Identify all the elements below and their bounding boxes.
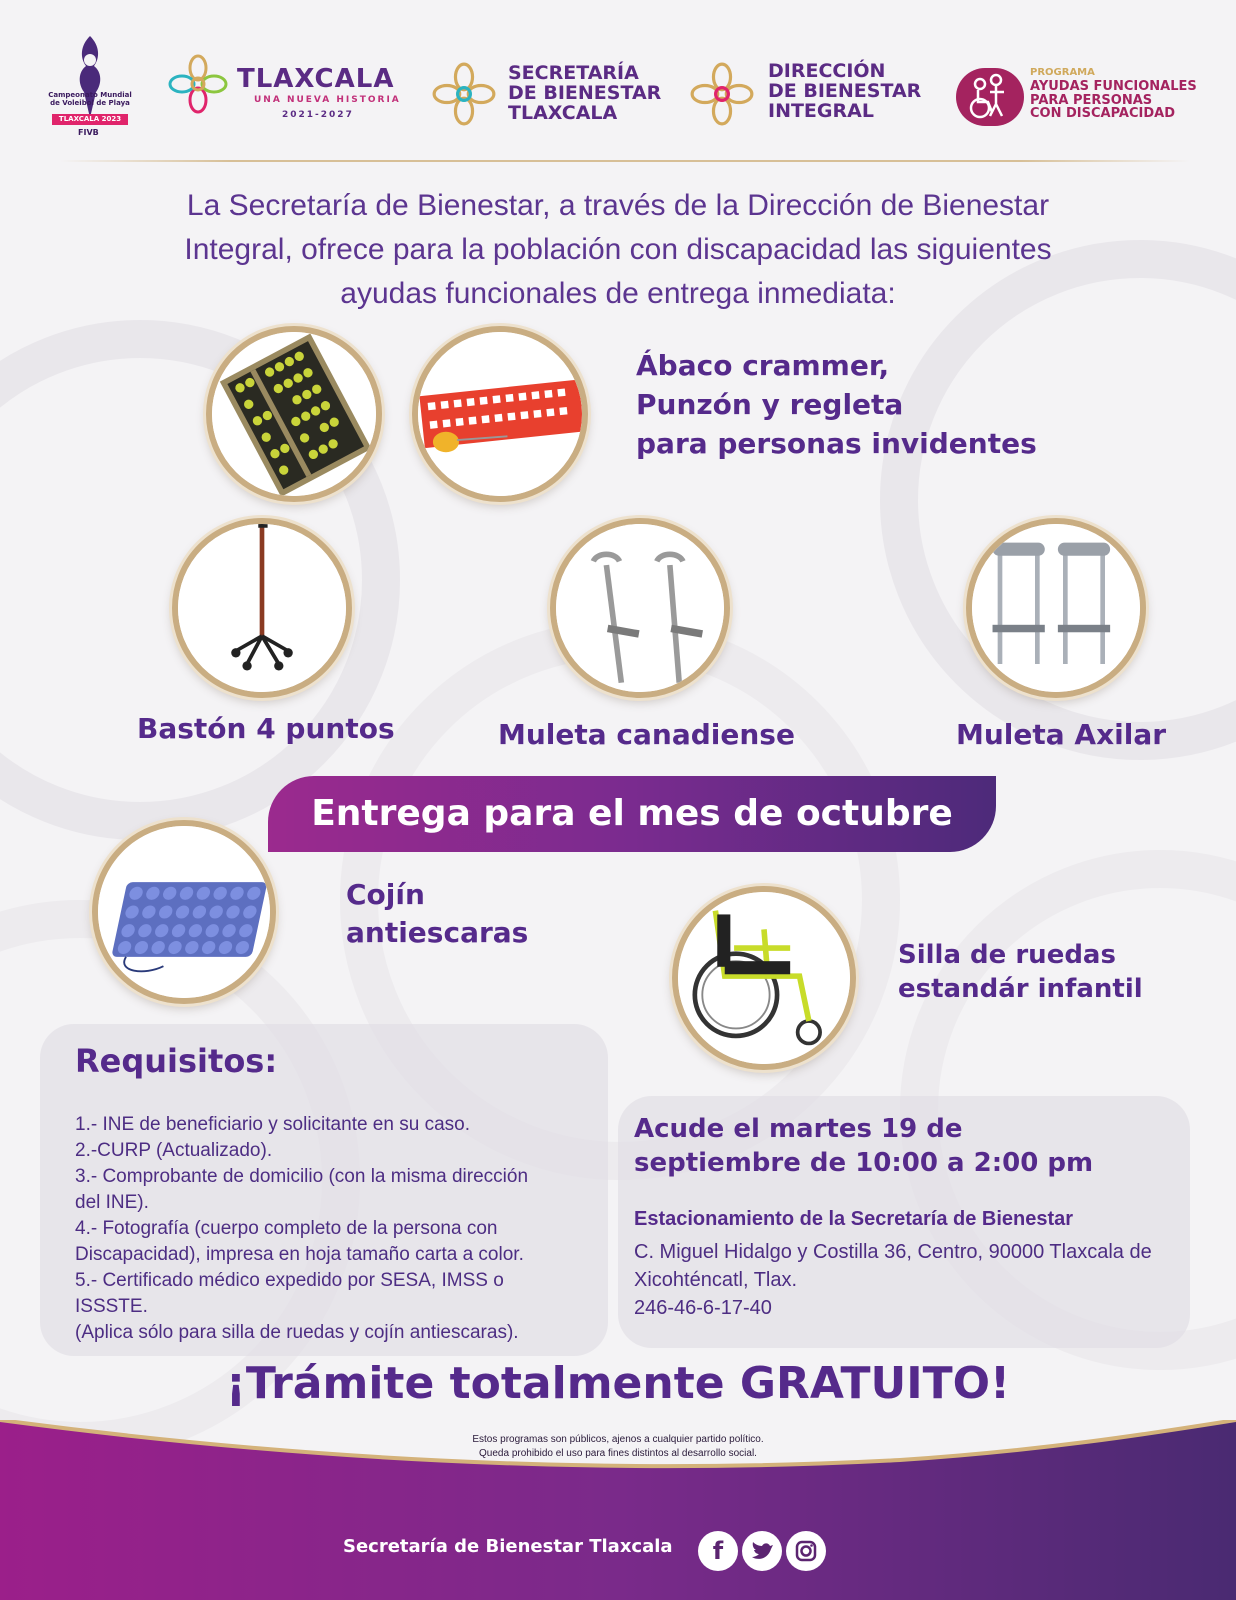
requirement-line: Discapacidad), impresa en hoja tamaño carta a color.: [75, 1244, 524, 1265]
direccion-flower-icon: [690, 62, 754, 126]
requirement-line: del INE).: [75, 1192, 149, 1213]
october-banner-text: Entrega para el mes de octubre: [311, 793, 953, 834]
facebook-icon[interactable]: f: [698, 1531, 738, 1571]
axillary-crutch-image: [966, 518, 1146, 698]
requirement-line: ISSSTE.: [75, 1296, 148, 1317]
air-cushion-illustration: [98, 826, 270, 998]
intro-text: La Secretaría de Bienestar, a través de la Dirección de Bienestar Integral, ofrece para la población con discapacidad las siguientes ayudas funcionales de entrega inmediata:: [184, 189, 1052, 310]
tlaxcala-years: 2021-2027: [282, 110, 354, 120]
requirement-line: (Aplica sólo para silla de ruedas y cojín antiescaras).: [75, 1322, 519, 1343]
instagram-icon[interactable]: [786, 1531, 826, 1571]
secretaria-flower-icon: [432, 62, 496, 126]
abacus-illustration: [212, 332, 376, 496]
cane-image: [172, 518, 352, 698]
appointment-place: Estacionamiento de la Secretaría de Bienestar: [634, 1208, 1074, 1230]
underarm-crutch-illustration: [972, 524, 1140, 692]
requirement-line: 1.- INE de beneficiario y solicitante en su caso.: [75, 1114, 470, 1135]
slate-stylus-image: [412, 326, 588, 502]
slate-stylus-illustration: [418, 332, 582, 496]
tlaxcala-title: TLAXCALA: [237, 64, 395, 94]
disclaimer-line: Queda prohibido el uso para fines distintos al desarrollo social.: [479, 1448, 757, 1459]
tlaxcala-subtitle: UNA NUEVA HISTORIA: [254, 95, 401, 105]
header-divider: [60, 160, 1190, 162]
appointment-address: Xicohténcatl, Tlax.: [634, 1269, 798, 1291]
appointment-phone: 246-46-6-17-40: [634, 1297, 772, 1319]
fivb-text: FIVB: [78, 128, 99, 137]
volleyball-logo-badge: TLAXCALA 2023: [52, 114, 128, 125]
child-wheelchair-illustration: [678, 892, 850, 1064]
forearm-crutch-illustration: [556, 524, 724, 692]
direccion-logo-text: DIRECCIÓN DE BIENESTAR INTEGRAL: [768, 60, 922, 122]
requirement-line: 5.- Certificado médico expedido por SESA, IMSS o: [75, 1270, 504, 1291]
free-procedure-headline: ¡Trámite totalmente GRATUITO!: [225, 1358, 1011, 1409]
programa-badge: [956, 68, 1024, 126]
twitter-icon[interactable]: [742, 1531, 782, 1571]
disclaimer-line: Estos programas son públicos, ajenos a cualquier partido político.: [472, 1434, 764, 1445]
volleyball-logo-text: Campeonato Mundial de Voleibol de Playa: [48, 91, 132, 107]
requirement-line: 3.- Comprobante de domicilio (con la misma dirección: [75, 1166, 529, 1187]
cushion-image: [92, 820, 276, 1004]
secretaria-logo-text: SECRETARÍA DE BIENESTAR TLAXCALA: [508, 62, 662, 124]
requirement-line: 2.-CURP (Actualizado).: [75, 1140, 273, 1161]
wheelchair-title: Silla de ruedas estandár infantil: [898, 940, 1143, 1004]
canadian-crutch-image: [550, 518, 730, 698]
abacus-title: Ábaco crammer, Punzón y regleta para personas invidentes: [636, 349, 1037, 460]
abacus-image: [206, 326, 382, 502]
volleyball-championship-logo: [40, 32, 140, 142]
quad-cane-illustration: [178, 524, 346, 692]
footer-organization: Secretaría de Bienestar Tlaxcala: [343, 1536, 673, 1557]
header: [0, 0, 1236, 160]
appointment-date: Acude el martes 19 de septiembre de 10:00 a 2:00 pm: [634, 1114, 1094, 1178]
cane-title: Bastón 4 puntos: [137, 712, 395, 745]
requirement-line: 4.- Fotografía (cuerpo completo de la persona con: [75, 1218, 498, 1239]
tlaxcala-flower-icon: [168, 54, 228, 114]
accessibility-people-icon: [956, 68, 1024, 126]
requirements-title: Requisitos:: [75, 1042, 278, 1080]
appointment-address: C. Miguel Hidalgo y Costilla 36, Centro, 90000 Tlaxcala de: [634, 1241, 1152, 1263]
canadian-crutch-title: Muleta canadiense: [498, 718, 795, 751]
wheelchair-image: [672, 886, 856, 1070]
programa-label: PROGRAMA: [1030, 67, 1095, 78]
programa-logo-text: AYUDAS FUNCIONALES PARA PERSONAS CON DISCAPACIDAD: [1030, 79, 1197, 122]
axillary-crutch-title: Muleta Axilar: [956, 718, 1167, 751]
cushion-title: Cojín antiescaras: [346, 878, 529, 949]
footer-background: [0, 1420, 1236, 1600]
